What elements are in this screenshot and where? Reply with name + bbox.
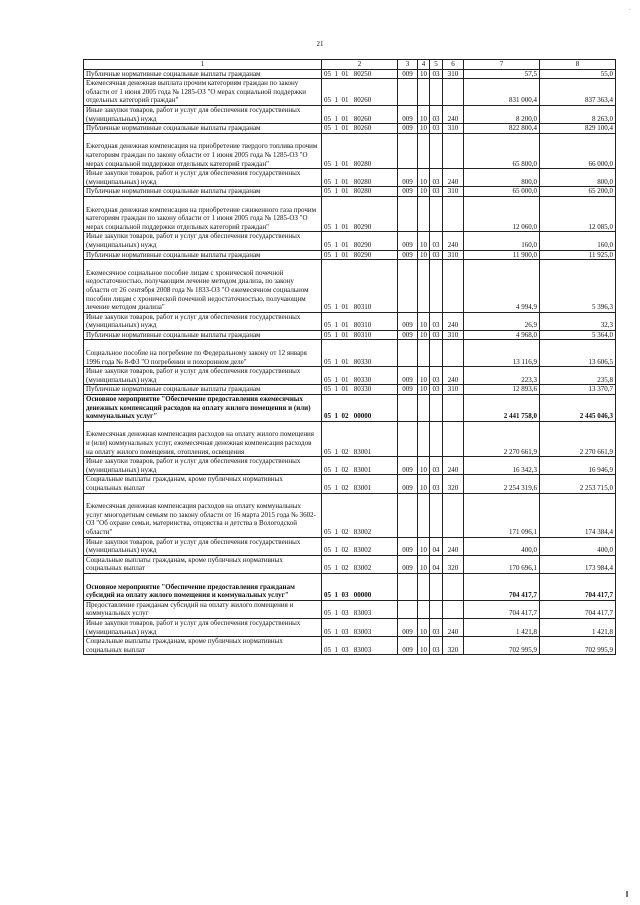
row-gr4 bbox=[418, 133, 430, 168]
row-value-8: 829 100,4 bbox=[540, 124, 616, 134]
row-gr6: 310 bbox=[443, 69, 464, 79]
row-gr4 bbox=[418, 340, 430, 367]
row-name: Иные закупки товаров, работ и услуг для обеспечения государственных (муниципальных) нужд bbox=[84, 618, 322, 636]
table-row bbox=[84, 421, 616, 456]
row-gr4: 10 bbox=[418, 457, 430, 475]
row-value-7: 170 696,1 bbox=[464, 555, 540, 573]
row-value-7: 831 000,4 bbox=[464, 79, 540, 106]
row-value-8: 160,0 bbox=[540, 232, 616, 250]
header-cell: 1 bbox=[84, 60, 322, 70]
row-code: 05 1 01 80280 bbox=[322, 169, 398, 187]
table-row bbox=[84, 475, 616, 493]
row-gr5 bbox=[430, 574, 443, 601]
row-gr6 bbox=[443, 133, 464, 168]
table-row bbox=[84, 385, 616, 395]
row-gr5: 03 bbox=[430, 618, 443, 636]
row-gr3: 009 bbox=[398, 637, 418, 655]
row-gr5 bbox=[430, 79, 443, 106]
table-row bbox=[84, 618, 616, 636]
row-gr6: 320 bbox=[443, 555, 464, 573]
row-gr3: 009 bbox=[398, 618, 418, 636]
row-gr3 bbox=[398, 600, 418, 618]
row-gr4: 10 bbox=[418, 232, 430, 250]
row-code: 05 1 02 83002 bbox=[322, 493, 398, 537]
row-value-8: 704 417,7 bbox=[540, 600, 616, 618]
row-name: Ежемесячная денежная компенсация расходов на оплату жилого помещения и (или) коммунальных услуг, ежемесячная денежная компенсация расходов на оплату жилого помещения, отопления, освещения bbox=[84, 421, 322, 456]
table-row bbox=[84, 340, 616, 367]
row-code: 05 1 01 80330 bbox=[322, 340, 398, 367]
row-gr3: 009 bbox=[398, 250, 418, 260]
row-gr6 bbox=[443, 260, 464, 313]
row-name: Ежегодная денежная компенсация на приобретение твердого топлива прочим категориям граждан по закону области от 1 июня 2005 года № 1285-ОЗ "О мерах социальной поддержки отдельных категорий граждан" bbox=[84, 133, 322, 168]
table-row bbox=[84, 395, 616, 422]
table-row bbox=[84, 79, 616, 106]
row-name: Социальные выплаты гражданам, кроме публичных нормативных социальных выплат bbox=[84, 637, 322, 655]
row-gr5: 03 bbox=[430, 169, 443, 187]
row-value-7: 65 800,0 bbox=[464, 133, 540, 168]
row-gr4: 10 bbox=[418, 367, 430, 385]
row-gr4: 10 bbox=[418, 250, 430, 260]
budget-table bbox=[83, 59, 616, 655]
row-gr5 bbox=[430, 133, 443, 168]
row-gr6: 310 bbox=[443, 250, 464, 260]
page-number: 21 bbox=[316, 40, 324, 48]
row-gr4 bbox=[418, 600, 430, 618]
row-code: 05 1 02 00000 bbox=[322, 395, 398, 422]
row-gr4: 10 bbox=[418, 105, 430, 123]
row-value-7: 800,0 bbox=[464, 169, 540, 187]
row-gr5: 03 bbox=[430, 105, 443, 123]
row-value-7: 4 994,9 bbox=[464, 260, 540, 313]
row-value-8: 13 606,5 bbox=[540, 340, 616, 367]
row-gr3: 009 bbox=[398, 555, 418, 573]
row-gr5: 03 bbox=[430, 367, 443, 385]
row-value-8: 704 417,7 bbox=[540, 574, 616, 601]
row-gr5: 03 bbox=[430, 312, 443, 330]
row-value-7: 57,5 bbox=[464, 69, 540, 79]
row-gr6: 240 bbox=[443, 312, 464, 330]
table-row bbox=[84, 250, 616, 260]
row-code: 05 1 01 80280 bbox=[322, 133, 398, 168]
row-value-7: 2 270 661,9 bbox=[464, 421, 540, 456]
row-value-7: 1 421,8 bbox=[464, 618, 540, 636]
row-gr5: 03 bbox=[430, 232, 443, 250]
row-code: 05 1 03 83003 bbox=[322, 637, 398, 655]
row-code: 05 1 03 83003 bbox=[322, 618, 398, 636]
table-row bbox=[84, 169, 616, 187]
row-name: Иные закупки товаров, работ и услуг для обеспечения государственных (муниципальных) нужд bbox=[84, 232, 322, 250]
header-cell: 8 bbox=[540, 60, 616, 70]
row-name: Основное мероприятие "Обеспечение предоставления ежемесячных денежных компенсаций расходов на оплату жилого помещения и (или) коммунальных услуг" bbox=[84, 395, 322, 422]
row-name: Иные закупки товаров, работ и услуг для обеспечения государственных (муниципальных) нужд bbox=[84, 312, 322, 330]
table-row bbox=[84, 232, 616, 250]
row-gr6: 310 bbox=[443, 187, 464, 197]
row-gr6 bbox=[443, 196, 464, 231]
row-value-7: 160,0 bbox=[464, 232, 540, 250]
row-value-8: 8 263,0 bbox=[540, 105, 616, 123]
row-gr5: 03 bbox=[430, 330, 443, 340]
row-code: 05 1 01 80290 bbox=[322, 232, 398, 250]
table-row bbox=[84, 457, 616, 475]
row-name: Основное мероприятие "Обеспечение предоставления гражданам субсидий на оплату жилого помещения и коммунальных услуг" bbox=[84, 574, 322, 601]
row-gr3 bbox=[398, 133, 418, 168]
row-gr5: 03 bbox=[430, 250, 443, 260]
row-value-8: 5 396,3 bbox=[540, 260, 616, 313]
row-gr6: 240 bbox=[443, 169, 464, 187]
row-code: 05 1 02 83002 bbox=[322, 537, 398, 555]
row-name: Иные закупки товаров, работ и услуг для обеспечения государственных (муниципальных) нужд bbox=[84, 105, 322, 123]
row-name: Ежегодная денежная компенсация на приобретение сжиженного газа прочим категориям граждан по закону области от 1 июня 2005 года № 1285-ОЗ "О мерах социальной поддержки отдельных категорий граждан" bbox=[84, 196, 322, 231]
row-gr3 bbox=[398, 421, 418, 456]
row-name: Ежемесячная денежная выплата прочим категориям граждан по закону области от 1 июня 2005 года № 1285-ОЗ "О мерах социальной поддержки отдельных категорий граждан" bbox=[84, 79, 322, 106]
row-value-7: 704 417,7 bbox=[464, 574, 540, 601]
row-gr3 bbox=[398, 493, 418, 537]
row-gr4: 10 bbox=[418, 124, 430, 134]
row-gr3: 009 bbox=[398, 69, 418, 79]
row-code: 05 1 03 83003 bbox=[322, 600, 398, 618]
row-gr5: 04 bbox=[430, 555, 443, 573]
row-value-8: 66 000,0 bbox=[540, 133, 616, 168]
row-gr6 bbox=[443, 395, 464, 422]
row-name: Публичные нормативные социальные выплаты гражданам bbox=[84, 69, 322, 79]
row-gr4: 10 bbox=[418, 475, 430, 493]
row-gr4: 10 bbox=[418, 637, 430, 655]
corner-mark: . bbox=[628, 6, 630, 12]
row-gr5 bbox=[430, 600, 443, 618]
row-code: 05 1 01 80260 bbox=[322, 105, 398, 123]
row-gr3 bbox=[398, 260, 418, 313]
row-gr5: 04 bbox=[430, 537, 443, 555]
row-value-8: 16 946,9 bbox=[540, 457, 616, 475]
row-gr3 bbox=[398, 196, 418, 231]
row-gr3: 009 bbox=[398, 385, 418, 395]
row-name: Социальные выплаты гражданам, кроме публичных нормативных социальных выплат bbox=[84, 555, 322, 573]
row-value-8: 12 085,0 bbox=[540, 196, 616, 231]
row-gr4 bbox=[418, 395, 430, 422]
row-code: 05 1 01 80310 bbox=[322, 260, 398, 313]
row-name: Публичные нормативные социальные выплаты гражданам bbox=[84, 330, 322, 340]
row-gr5 bbox=[430, 196, 443, 231]
table-row bbox=[84, 196, 616, 231]
row-value-8: 174 384,4 bbox=[540, 493, 616, 537]
row-name: Публичные нормативные социальные выплаты гражданам bbox=[84, 187, 322, 197]
table-row bbox=[84, 574, 616, 601]
row-value-8: 32,3 bbox=[540, 312, 616, 330]
row-value-8: 2 253 715,0 bbox=[540, 475, 616, 493]
row-value-7: 11 900,0 bbox=[464, 250, 540, 260]
header-cell: 3 bbox=[398, 60, 418, 70]
header-cell: 4 bbox=[418, 60, 430, 70]
row-gr3: 009 bbox=[398, 169, 418, 187]
row-gr4: 10 bbox=[418, 537, 430, 555]
row-gr5 bbox=[430, 493, 443, 537]
row-gr3 bbox=[398, 395, 418, 422]
row-gr5: 03 bbox=[430, 637, 443, 655]
row-gr6: 320 bbox=[443, 637, 464, 655]
row-value-7: 8 200,0 bbox=[464, 105, 540, 123]
row-code: 05 1 02 83001 bbox=[322, 457, 398, 475]
row-value-8: 702 995,9 bbox=[540, 637, 616, 655]
row-gr4 bbox=[418, 421, 430, 456]
row-gr3: 009 bbox=[398, 537, 418, 555]
row-name: Публичные нормативные социальные выплаты гражданам bbox=[84, 124, 322, 134]
row-value-8: 173 984,4 bbox=[540, 555, 616, 573]
row-value-7: 400,0 bbox=[464, 537, 540, 555]
row-value-8: 13 370,7 bbox=[540, 385, 616, 395]
row-gr4: 10 bbox=[418, 555, 430, 573]
row-gr5: 03 bbox=[430, 385, 443, 395]
row-value-8: 5 364,0 bbox=[540, 330, 616, 340]
row-gr6: 240 bbox=[443, 105, 464, 123]
row-gr4 bbox=[418, 260, 430, 313]
table-row bbox=[84, 69, 616, 79]
row-gr4 bbox=[418, 79, 430, 106]
table-row bbox=[84, 124, 616, 134]
row-gr6: 240 bbox=[443, 618, 464, 636]
header-cell: 2 bbox=[322, 60, 398, 70]
row-value-7: 13 116,9 bbox=[464, 340, 540, 367]
row-gr4: 10 bbox=[418, 187, 430, 197]
row-value-8: 235,8 bbox=[540, 367, 616, 385]
row-code: 05 1 01 80260 bbox=[322, 124, 398, 134]
row-value-8: 11 925,0 bbox=[540, 250, 616, 260]
row-name: Иные закупки товаров, работ и услуг для обеспечения государственных (муниципальных) нужд bbox=[84, 169, 322, 187]
row-value-7: 223,3 bbox=[464, 367, 540, 385]
row-gr6 bbox=[443, 600, 464, 618]
row-value-7: 65 000,0 bbox=[464, 187, 540, 197]
row-name: Иные закупки товаров, работ и услуг для обеспечения государственных (муниципальных) нужд bbox=[84, 457, 322, 475]
row-gr6 bbox=[443, 493, 464, 537]
row-value-7: 12 060,0 bbox=[464, 196, 540, 231]
row-gr3: 009 bbox=[398, 232, 418, 250]
row-code: 05 1 01 80330 bbox=[322, 385, 398, 395]
row-value-8: 55,0 bbox=[540, 69, 616, 79]
row-name: Предоставление гражданам субсидий на оплату жилого помещения и коммунальных услуг bbox=[84, 600, 322, 618]
row-gr6: 310 bbox=[443, 124, 464, 134]
row-name: Социальные выплаты гражданам, кроме публичных нормативных социальных выплат bbox=[84, 475, 322, 493]
row-gr3: 009 bbox=[398, 475, 418, 493]
row-gr5 bbox=[430, 421, 443, 456]
table-row bbox=[84, 367, 616, 385]
row-name: Иные закупки товаров, работ и услуг для обеспечения государственных (муниципальных) нужд bbox=[84, 537, 322, 555]
row-gr6: 310 bbox=[443, 330, 464, 340]
row-value-7: 2 441 758,0 bbox=[464, 395, 540, 422]
row-code: 05 1 03 00000 bbox=[322, 574, 398, 601]
table-row bbox=[84, 537, 616, 555]
row-name: Социальное пособие на погребение по Федеральному закону от 12 января 1996 года № 8-ФЗ "О погребении и похоронном деле" bbox=[84, 340, 322, 367]
table-row bbox=[84, 600, 616, 618]
row-gr6: 240 bbox=[443, 537, 464, 555]
row-gr4 bbox=[418, 493, 430, 537]
row-value-8: 837 363,4 bbox=[540, 79, 616, 106]
row-gr6: 320 bbox=[443, 475, 464, 493]
row-gr3: 009 bbox=[398, 367, 418, 385]
row-value-7: 704 417,7 bbox=[464, 600, 540, 618]
header-row bbox=[84, 60, 616, 70]
row-gr6: 240 bbox=[443, 367, 464, 385]
row-gr4: 10 bbox=[418, 330, 430, 340]
row-gr4: 10 bbox=[418, 618, 430, 636]
table-row bbox=[84, 260, 616, 313]
header-cell: 5 bbox=[430, 60, 443, 70]
row-value-8: 400,0 bbox=[540, 537, 616, 555]
header-cell: 6 bbox=[443, 60, 464, 70]
row-gr5: 03 bbox=[430, 187, 443, 197]
row-value-7: 822 800,4 bbox=[464, 124, 540, 134]
row-gr3 bbox=[398, 574, 418, 601]
table-row bbox=[84, 105, 616, 123]
row-name: Публичные нормативные социальные выплаты гражданам bbox=[84, 385, 322, 395]
row-value-8: 2 270 661,9 bbox=[540, 421, 616, 456]
row-name: Ежемесячная денежная компенсация расходов на оплату коммунальных услуг многодетным семьям по закону области от 16 марта 2015 года № 3602-ОЗ "Об охране семьи, материнства, отцовства и детства в Вологодской области" bbox=[84, 493, 322, 537]
row-value-8: 1 421,8 bbox=[540, 618, 616, 636]
row-gr3: 009 bbox=[398, 312, 418, 330]
row-name: Публичные нормативные социальные выплаты гражданам bbox=[84, 250, 322, 260]
row-gr6 bbox=[443, 421, 464, 456]
row-gr4: 10 bbox=[418, 169, 430, 187]
table-row bbox=[84, 637, 616, 655]
row-gr3: 009 bbox=[398, 457, 418, 475]
row-gr5 bbox=[430, 395, 443, 422]
row-gr5: 03 bbox=[430, 124, 443, 134]
row-code: 05 1 01 80330 bbox=[322, 367, 398, 385]
row-gr6 bbox=[443, 574, 464, 601]
row-value-7: 16 342,3 bbox=[464, 457, 540, 475]
row-gr3 bbox=[398, 79, 418, 106]
row-code: 05 1 01 80250 bbox=[322, 69, 398, 79]
header-cell: 7 bbox=[464, 60, 540, 70]
row-code: 05 1 01 80290 bbox=[322, 250, 398, 260]
row-gr4: 10 bbox=[418, 69, 430, 79]
row-value-7: 702 995,9 bbox=[464, 637, 540, 655]
row-code: 05 1 01 80280 bbox=[322, 187, 398, 197]
row-code: 05 1 02 83002 bbox=[322, 555, 398, 573]
row-name: Ежемесячное социальное пособие лицам с хронической почечной недостаточностью, получающим лечение методом диализа, по закону области от 26 сентября 2008 года № 1833-ОЗ "О ежемесячном социальном пособии лицам с хронической почечной недостаточностью, получающим лечение методом диализа" bbox=[84, 260, 322, 313]
row-code: 05 1 01 80310 bbox=[322, 330, 398, 340]
scan-mark bbox=[626, 891, 628, 897]
row-code: 05 1 02 83001 bbox=[322, 421, 398, 456]
row-value-8: 800,0 bbox=[540, 169, 616, 187]
row-value-7: 4 968,0 bbox=[464, 330, 540, 340]
row-gr4 bbox=[418, 196, 430, 231]
row-value-7: 171 096,1 bbox=[464, 493, 540, 537]
row-code: 05 1 01 80260 bbox=[322, 79, 398, 106]
row-gr3: 009 bbox=[398, 105, 418, 123]
row-value-7: 2 254 319,6 bbox=[464, 475, 540, 493]
row-gr6: 310 bbox=[443, 385, 464, 395]
row-gr3: 009 bbox=[398, 124, 418, 134]
row-gr4: 10 bbox=[418, 385, 430, 395]
row-name: Иные закупки товаров, работ и услуг для обеспечения государственных (муниципальных) нужд bbox=[84, 367, 322, 385]
row-gr5 bbox=[430, 340, 443, 367]
table-row bbox=[84, 133, 616, 168]
row-gr6: 240 bbox=[443, 457, 464, 475]
row-gr6 bbox=[443, 79, 464, 106]
table-row bbox=[84, 187, 616, 197]
row-gr5: 03 bbox=[430, 69, 443, 79]
table-row bbox=[84, 493, 616, 537]
table-row bbox=[84, 312, 616, 330]
row-gr6 bbox=[443, 340, 464, 367]
row-code: 05 1 01 80290 bbox=[322, 196, 398, 231]
table-row bbox=[84, 330, 616, 340]
row-value-7: 12 893,6 bbox=[464, 385, 540, 395]
row-code: 05 1 02 83001 bbox=[322, 475, 398, 493]
row-gr5: 03 bbox=[430, 457, 443, 475]
row-gr5: 03 bbox=[430, 475, 443, 493]
row-gr5 bbox=[430, 260, 443, 313]
row-value-8: 2 445 046,3 bbox=[540, 395, 616, 422]
row-gr4 bbox=[418, 574, 430, 601]
row-code: 05 1 01 80310 bbox=[322, 312, 398, 330]
row-value-7: 26,9 bbox=[464, 312, 540, 330]
table-row bbox=[84, 555, 616, 573]
row-gr3: 009 bbox=[398, 330, 418, 340]
row-gr4: 10 bbox=[418, 312, 430, 330]
row-value-8: 65 200,0 bbox=[540, 187, 616, 197]
row-gr6: 240 bbox=[443, 232, 464, 250]
row-gr3 bbox=[398, 340, 418, 367]
row-gr3: 009 bbox=[398, 187, 418, 197]
